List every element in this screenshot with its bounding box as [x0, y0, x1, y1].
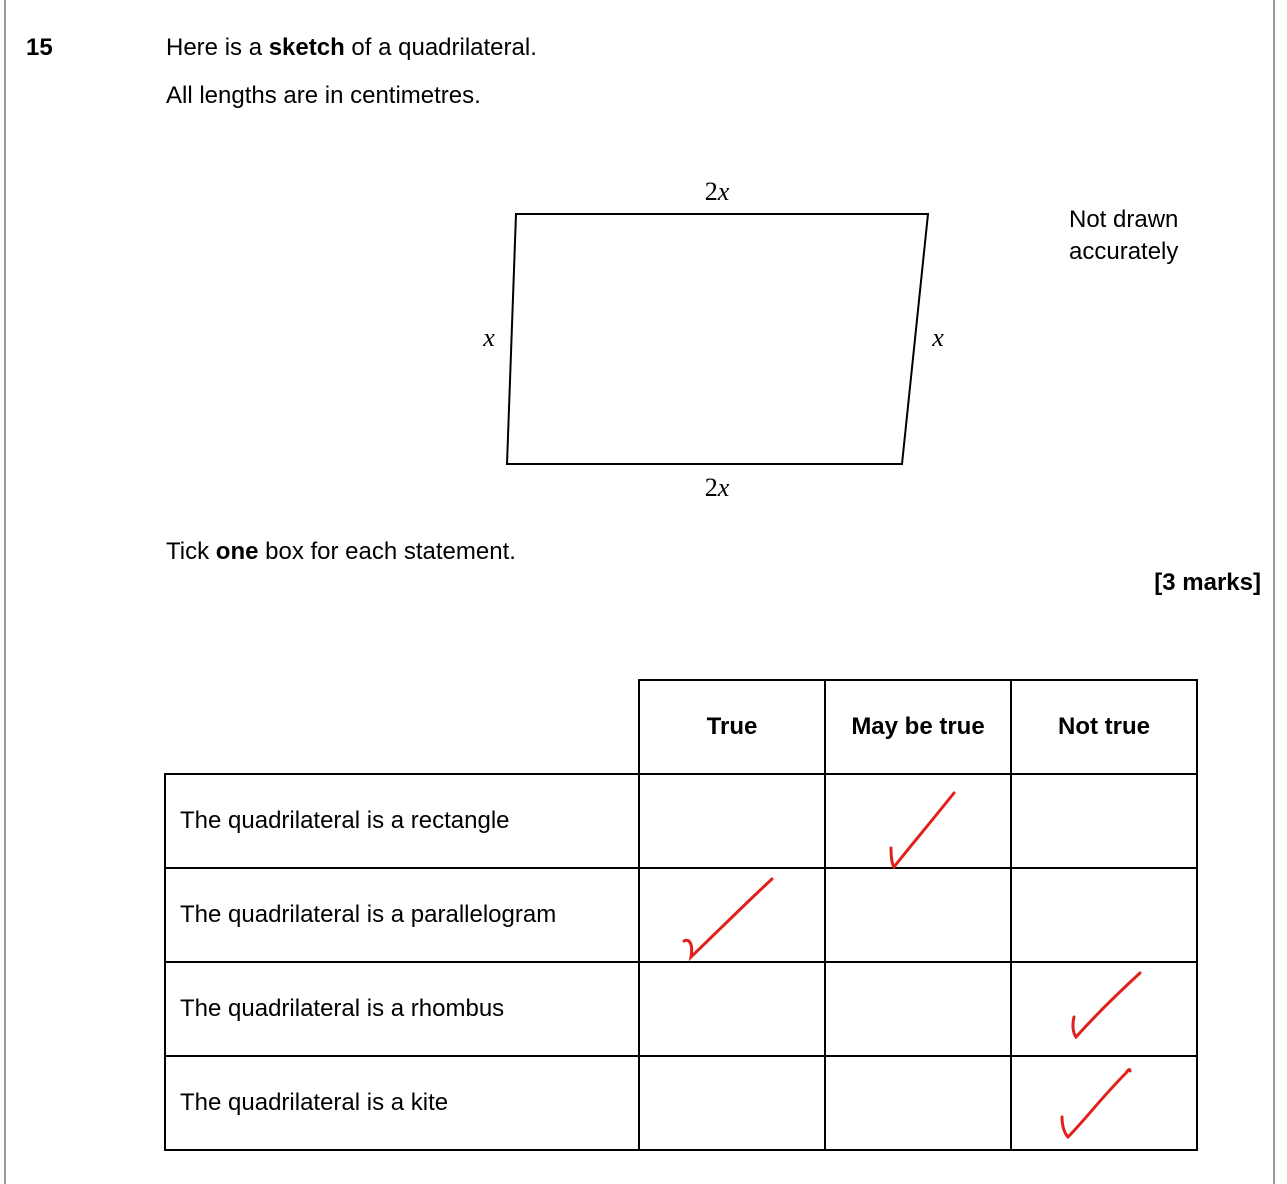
tick-icon: [884, 787, 964, 869]
header-row: [165, 680, 1197, 774]
top-side-label: 2x: [704, 177, 730, 206]
right-side-label: x: [932, 323, 944, 352]
bottom-side-label: 2x: [704, 473, 730, 502]
statement-rectangle: The quadrilateral is a rectangle: [165, 774, 639, 868]
statement-rhombus: The quadrilateral is a rhombus: [165, 962, 639, 1056]
note-line-2: accurately: [1069, 238, 1179, 265]
box-kite-not-true[interactable]: [1011, 1056, 1197, 1150]
header-blank: [165, 680, 639, 774]
tick-icon: [1056, 1063, 1140, 1143]
tick-icon: [1064, 967, 1148, 1047]
table-row: [165, 774, 1197, 868]
header-may-be-true: May be true: [825, 680, 1011, 774]
table-row: [165, 1056, 1197, 1150]
box-kite-true[interactable]: [639, 1056, 825, 1150]
tick-icon: [680, 875, 780, 967]
box-parallelogram-not-true[interactable]: [1011, 868, 1197, 962]
box-rectangle-true[interactable]: [639, 774, 825, 868]
intro-line-2: All lengths are in centimetres.: [166, 82, 481, 109]
quadrilateral-shape: [507, 214, 928, 464]
box-rhombus-may-be-true[interactable]: [825, 962, 1011, 1056]
box-rhombus-true[interactable]: [639, 962, 825, 1056]
box-parallelogram-true[interactable]: [639, 868, 825, 962]
table-row: [165, 868, 1197, 962]
not-drawn-note: [1069, 204, 1178, 268]
statement-kite: The quadrilateral is a kite: [165, 1056, 639, 1150]
intro-line-1: Here is a sketch of a quadrilateral.: [166, 34, 537, 61]
left-side-label: x: [483, 323, 495, 352]
statement-parallelogram: The quadrilateral is a parallelogram: [165, 868, 639, 962]
box-rectangle-not-true[interactable]: [1011, 774, 1197, 868]
box-rhombus-not-true[interactable]: [1011, 962, 1197, 1056]
answer-table: [164, 679, 1198, 1151]
box-parallelogram-may-be-true[interactable]: [825, 868, 1011, 962]
header-true: True: [639, 680, 825, 774]
instruction: Tick one box for each statement.: [166, 538, 516, 565]
header-not-true: Not true: [1011, 680, 1197, 774]
box-kite-may-be-true[interactable]: [825, 1056, 1011, 1150]
table-row: [165, 962, 1197, 1056]
marks-label: [3 marks]: [1154, 569, 1261, 596]
question-number: 15: [26, 34, 53, 61]
box-rectangle-may-be-true[interactable]: [825, 774, 1011, 868]
note-line-1: Not drawn: [1069, 206, 1179, 233]
